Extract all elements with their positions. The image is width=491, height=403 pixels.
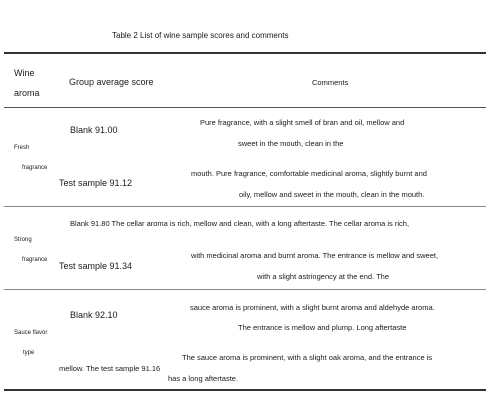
bottom-rule xyxy=(4,389,486,391)
aroma-fresh-line2: fragrance xyxy=(22,165,48,171)
table-caption: Table 2 List of wine sample scores and comments xyxy=(112,31,289,40)
header-rule xyxy=(4,107,486,108)
comment-sauce-line3: The sauce aroma is prominent, with a slight oak aroma, and the entrance is xyxy=(182,353,433,362)
header-comments: Comments xyxy=(312,78,349,87)
comment-sauce-line2: The entrance is mellow and plump. Long aftertaste xyxy=(238,323,407,332)
score-sauce-test: mellow. The test sample 91.16 xyxy=(59,364,161,373)
comment-sauce-line4: has a long aftertaste. xyxy=(168,374,239,383)
top-rule xyxy=(4,52,486,54)
aroma-fresh-line1: Fresh xyxy=(14,145,30,151)
header-group-average-score: Group average score xyxy=(69,77,154,87)
aroma-sauce-line1: Sauce flavor xyxy=(14,330,48,336)
comment-fresh-line3: mouth. Pure fragrance, comfortable medicinal aroma, slightly burnt and xyxy=(191,169,427,178)
comment-strong-line1: with medicinal aroma and burnt aroma. The entrance is mellow and sweet, xyxy=(191,251,439,260)
score-sauce-blank: Blank 92.10 xyxy=(70,310,118,320)
row-rule-2 xyxy=(4,289,486,290)
header-wine-aroma-line1: Wine xyxy=(14,68,35,78)
score-fresh-blank: Blank 91.00 xyxy=(70,125,118,135)
score-strong-test: Test sample 91.34 xyxy=(59,261,133,271)
aroma-strong-line1: Strong xyxy=(14,237,32,243)
header-wine-aroma-line2: aroma xyxy=(14,88,40,98)
comment-fresh-line4: oily, mellow and sweet in the mouth, clean in the mouth. xyxy=(239,190,425,199)
aroma-strong-line2: fragrance xyxy=(22,257,48,263)
comment-fresh-line2: sweet in the mouth, clean in the xyxy=(238,139,344,148)
comment-sauce-line1: sauce aroma is prominent, with a slight burnt aroma and aldehyde aroma. xyxy=(190,303,435,312)
row-rule-1 xyxy=(4,206,486,207)
score-fresh-test: Test sample 91.12 xyxy=(59,178,133,188)
comment-fresh-line1: Pure fragrance, with a slight smell of bran and oil, mellow and xyxy=(200,118,405,127)
aroma-sauce-line2: type xyxy=(23,350,35,356)
score-strong-blank-line: Blank 91.80 The cellar aroma is rich, mellow and clean, with a long aftertaste. The cellar aroma is rich, xyxy=(70,219,410,228)
comment-strong-line2: with a slight astringency at the end. The xyxy=(257,272,390,281)
